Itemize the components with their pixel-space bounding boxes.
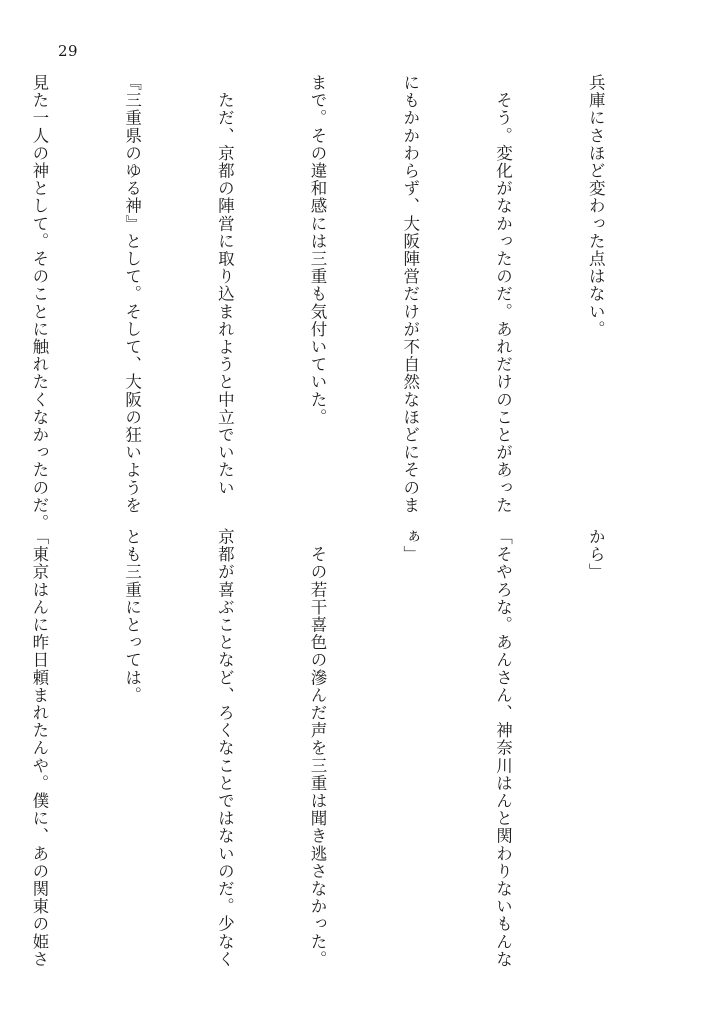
- text-line: そう。変化がなかったのだ。あれだけのことがあった: [493, 74, 513, 514]
- text-line: とも三重にとっては。: [122, 528, 142, 704]
- text-line: まで。その違和感には三重も気付いていた。: [308, 74, 328, 426]
- text-line: から」: [586, 528, 606, 581]
- text-line: その若干喜色の滲んだ声を三重は聞き逃さなかった。: [308, 528, 328, 968]
- text-line: ぁ」: [400, 528, 420, 564]
- text-line: 京都が喜ぶことなど、ろくなことではないのだ。少なく: [215, 528, 235, 968]
- text-line: ただ、京都の陣営に取り込まれようと中立でいたい: [215, 74, 235, 497]
- text-line: 見た一人の神として。そのことに触れたくなかったのだ。: [29, 74, 49, 532]
- text-block-upper: [29, 74, 672, 532]
- text-line: 『三重県のゆる神』として。そして、大阪の狂いようを: [122, 74, 142, 514]
- text-line: 「東京はんに昨日頼まれたんや。僕に、あの関東の姫さ: [29, 528, 49, 968]
- text-block-lower: [29, 528, 672, 968]
- text-line: にもかかわらず、大阪陣営だけが不自然なほどにそのま: [400, 74, 420, 514]
- text-line: 兵庫にさほど変わった点はない。: [586, 74, 606, 338]
- page-number: 29: [58, 42, 79, 60]
- text-line: 「そやろな。あんさん、神奈川はんと関わりないもんな: [493, 528, 513, 968]
